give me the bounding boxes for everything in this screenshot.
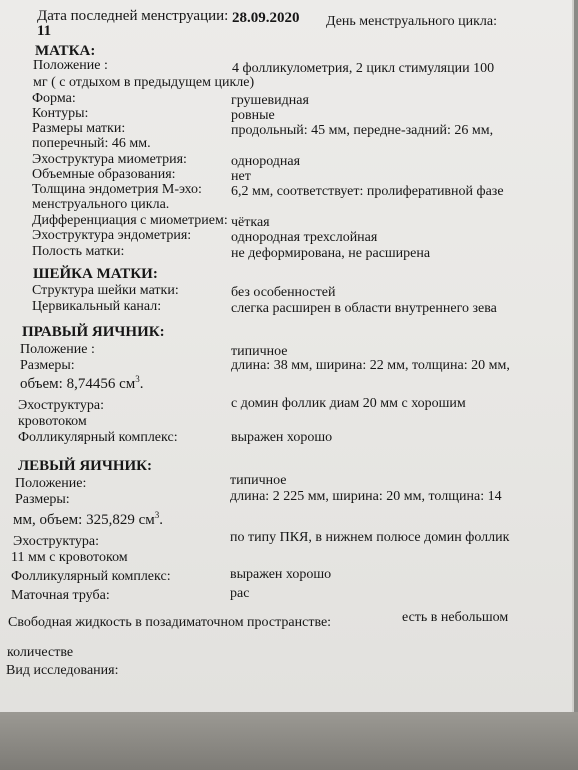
left-ovary-heading: ЛЕВЫЙ ЯИЧНИК: <box>18 458 153 474</box>
left-ovary-position-value: типичное <box>230 473 287 488</box>
contours-label: Контуры: <box>32 106 89 121</box>
uterus-position-label: Положение : <box>33 58 108 73</box>
left-ovary-volume: мм, объем: 325,829 $см^3$. <box>13 510 163 528</box>
endo-echo-label: Эхоструктура эндометрия: <box>32 228 192 243</box>
myometrium-label: Эхоструктура миометрия: <box>32 152 187 167</box>
left-ovary-position-label: Положение: <box>15 476 87 491</box>
right-ovary-follicular-label: Фолликулярный комплекс: <box>18 430 178 445</box>
cervix-structure-label: Структура шейки матки: <box>32 283 179 298</box>
endometrium-label: Толщина эндометрия М-эхо: <box>32 182 202 197</box>
endometrium-value: 6,2 мм, соответствует: пролиферативной фазе <box>231 184 504 199</box>
free-fluid-value: есть в небольшом <box>402 610 509 625</box>
right-ovary-follicular-value: выражен хорошо <box>231 430 333 445</box>
cervix-structure-value: без особенностей <box>231 285 336 300</box>
free-fluid-cont: количестве <box>7 645 74 660</box>
cervical-canal-label: Цервикальный канал: <box>32 299 162 314</box>
uterus-size-label: Размеры матки: <box>32 121 126 136</box>
uterus-heading: МАТКА: <box>35 43 96 59</box>
fallopian-tube-label: Маточная труба: <box>11 588 110 603</box>
differentiation-value: чёткая <box>231 215 270 230</box>
left-ovary-follicular-value: выражен хорошо <box>230 567 332 582</box>
endo-echo-value: однородная трехслойная <box>231 230 378 245</box>
left-ovary-size-label: Размеры: <box>15 492 70 507</box>
cycle-day-value: 11 <box>37 23 52 39</box>
left-ovary-echo-label: Эхоструктура: <box>13 534 100 549</box>
right-ovary-size-value: длина: 38 мм, ширина: 22 мм, толщина: 20 мм, <box>231 358 510 373</box>
fallopian-tube-value: рас <box>230 586 250 601</box>
differentiation-label: Дифференциация с миометрием: <box>32 213 228 228</box>
myometrium-value: однородная <box>231 154 301 169</box>
right-ovary-position-label: Положение : <box>20 342 95 357</box>
endometrium-label-cont: менструального цикла. <box>32 197 170 212</box>
left-ovary-size-value: длина: 2 225 мм, ширина: 20 мм, толщина: 14 <box>230 489 502 504</box>
right-ovary-echo-value: с домин фоллик диам 20 мм с хорошим <box>231 396 466 411</box>
form-value: грушевидная <box>231 93 309 108</box>
volumetric-value: нет <box>231 169 251 184</box>
cavity-value: не деформирована, не расширена <box>231 246 431 261</box>
right-ovary-heading: ПРАВЫЙ ЯИЧНИК: <box>22 324 165 340</box>
lmp-date: 28.09.2020 <box>232 10 300 26</box>
right-ovary-echo-cont: кровотоком <box>18 414 87 429</box>
cycle-day-label: День менструального цикла: <box>326 14 497 29</box>
uterus-position-value-cont: мг ( с отдыхом в предыдущем цикле) <box>33 75 255 90</box>
cervix-heading: ШЕЙКА МАТКИ: <box>33 266 158 282</box>
left-ovary-follicular-label: Фолликулярный комплекс: <box>11 569 171 584</box>
lmp-label: Дата последней менструации: <box>37 8 229 24</box>
uterus-position-value: 4 фолликулометрия, 2 цикл стимуляции 100 <box>232 61 495 76</box>
left-ovary-echo-cont: 11 мм с кровотоком <box>11 550 128 565</box>
right-ovary-size-label: Размеры: <box>20 358 75 373</box>
uterus-size-value: продольный: 45 мм, передне-задний: 26 мм, <box>231 123 494 138</box>
right-ovary-position-value: типичное <box>231 344 288 359</box>
right-ovary-echo-label: Эхоструктура: <box>18 398 105 413</box>
form-label: Форма: <box>32 91 76 106</box>
study-type-label: Вид исследования: <box>6 663 119 678</box>
cervical-canal-value: слегка расширен в области внутреннего зева <box>231 301 497 316</box>
desk-surface <box>0 712 578 770</box>
uterus-size-value-cont: поперечный: 46 мм. <box>32 136 151 151</box>
contours-value: ровные <box>231 108 275 123</box>
volumetric-label: Объемные образования: <box>32 167 176 182</box>
cavity-label: Полость матки: <box>32 244 125 259</box>
right-ovary-volume: объем: 8,74456 $см^3$. <box>20 374 144 392</box>
left-ovary-echo-value: по типу ПКЯ, в нижнем полюсе домин фоллик <box>230 530 510 545</box>
free-fluid-label: Свободная жидкость в позадиматочном пространстве: <box>8 615 332 630</box>
